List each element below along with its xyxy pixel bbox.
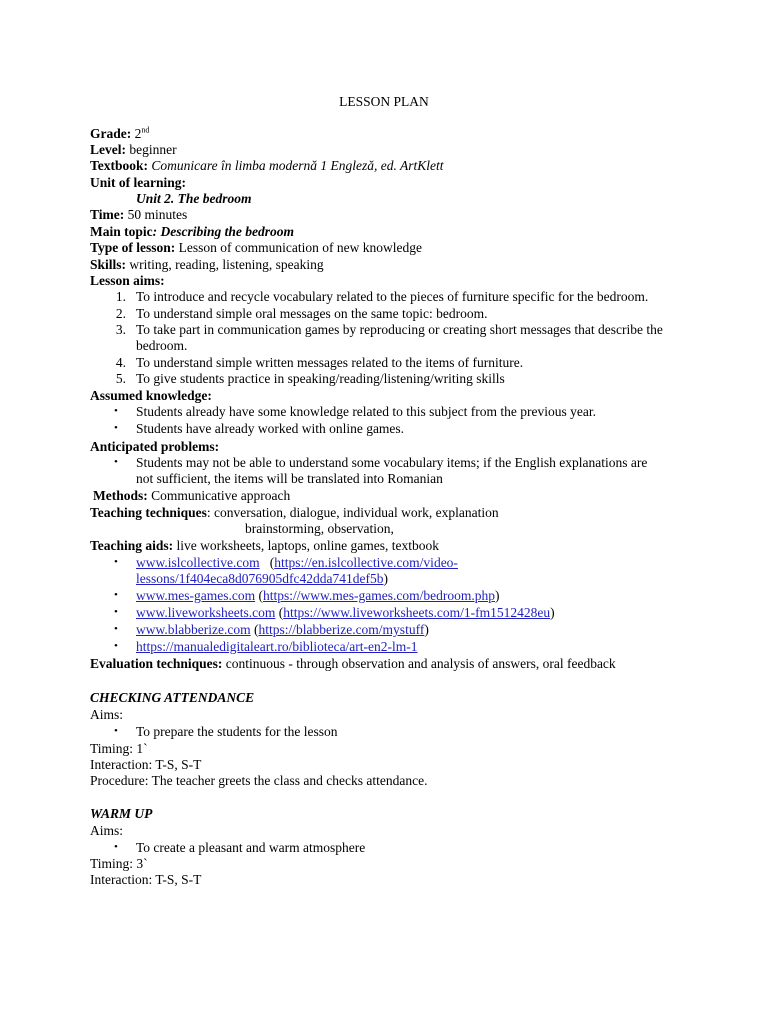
- checking-procedure: Procedure: The teacher greets the class and checks attendance.: [90, 773, 428, 788]
- checking-interaction: Interaction: T-S, S-T: [90, 757, 202, 772]
- list-item: To give students practice in speaking/reading/listening/writing skills: [136, 371, 505, 386]
- assumed-knowledge-label: Assumed knowledge:: [90, 388, 212, 403]
- bullet-icon: •: [114, 456, 118, 468]
- unit-label: Unit of learning:: [90, 175, 186, 190]
- liveworksheets-link[interactable]: www.liveworksheets.com: [136, 605, 276, 620]
- bullet-icon: •: [114, 841, 118, 853]
- list-item: To understand simple oral messages on the same topic: bedroom.: [136, 306, 488, 321]
- list-item: www.liveworksheets.com (https://www.liveworksheets.com/1-fm1512428eu): [136, 605, 555, 620]
- list-item: www.islcollective.com (https://en.islcollective.com/video-: [136, 555, 458, 570]
- list-item: To understand simple written messages related to the items of furniture.: [136, 355, 524, 370]
- bullet-icon: •: [114, 725, 118, 737]
- list-item: To introduce and recycle vocabulary related to the pieces of furniture specific for the bedroom.: [136, 289, 649, 304]
- bullet-icon: •: [114, 606, 118, 618]
- islcollective-video-link[interactable]: https://en.islcollective.com/video-: [274, 555, 458, 570]
- section-heading-warm-up: WARM UP: [90, 806, 153, 821]
- textbook-line: Textbook: Comunicare în limba modernă 1 Engleză, ed. ArtKlett: [90, 158, 444, 173]
- islcollective-video-link-continuation[interactable]: lessons/1f404eca8d076905dfc42dda741def5b: [136, 571, 384, 586]
- bullet-icon: •: [114, 623, 118, 635]
- warmup-aims-label: Aims:: [90, 823, 124, 838]
- grade-line: Grade: 2nd: [90, 125, 150, 141]
- list-item: Students have already worked with online games.: [136, 421, 405, 436]
- methods-line: Methods: Communicative approach: [93, 488, 291, 503]
- mes-games-bedroom-link[interactable]: https://www.mes-games.com/bedroom.php: [262, 588, 495, 603]
- islcollective-link[interactable]: www.islcollective.com: [136, 555, 260, 570]
- list-item-continuation: not sufficient, the items will be translated into Romanian: [136, 471, 443, 486]
- bullet-icon: •: [114, 640, 118, 652]
- document-page: LESSON PLAN Grade: 2nd Level: beginner Textbook: Comunicare în limba modernă 1 Engleză, ed. ArtKlett Unit of learning: Unit 2. The bedroom Time: 50 minutes Main topic: Describing the bedroom Type of lesson: Lesson of communication of new knowledge Skills: writing, reading, listening, speaking Lesson aims: 1. To introduce and recycle vocabulary related to the pieces of furniture specific for the bedroom. 2. To understand simple oral messages on the same topic: bedroom. 3. To take part in communication games by reproducing or creating short messages that describe the bedroom. 4. To understand simple written messages related to the items of furniture. 5. To give students practice in speaking/reading/listening/writing skills Assumed knowledge: • Students already have some knowledge related to this subject from the previous year. • Students have already worked with online games. Anticipated problems: • Students may not be able to understand some vocabulary items; if the English explanations are not sufficient, the items will be translated into Romanian Methods: Communicative approach Teaching techniques: conversation, dialogue, individual work, explanation brainstorming, observation, Teaching aids: live worksheets, laptops, online games, textbook • www.islcollective.com (https://en.islcollective.com/video- lessons/1f404eca8d076905dfc42dda741def5b) • www.mes-games.com (https://www.mes-games.com/bedroom.php) • www.liveworksheets.com (https://www.liveworksheets.com/1-fm1512428eu) • www.blabberize.com (https://blabberize.com/mystuff) • https://manualedigitaleart.ro/biblioteca/art-en2-lm-1 Evaluation techniques: continuous - through observation and analysis of answers, oral feedback CHECKING ATTENDANCE Aims: • To prepare the students for the lesson Timing: 1` Interaction: T-S, S-T Procedure: The teacher greets the class and checks attendance. WARM UP Aims: • To create a pleasant and warm atmosphere Timing: 3` Interaction: T-S, S-T: [0, 0, 768, 1024]
- list-item: To take part in communication games by reproducing or creating short messages that describe the: [136, 322, 663, 337]
- level-line: Level: beginner: [90, 142, 177, 157]
- bullet-icon: •: [114, 556, 118, 568]
- list-item: To prepare the students for the lesson: [136, 724, 338, 739]
- warmup-timing: Timing: 3`: [90, 856, 148, 871]
- list-item-continuation: lessons/1f404eca8d076905dfc42dda741def5b): [136, 571, 388, 586]
- blabberize-link[interactable]: www.blabberize.com: [136, 622, 251, 637]
- teaching-aids-line: Teaching aids: live worksheets, laptops, online games, textbook: [90, 538, 439, 553]
- warmup-interaction: Interaction: T-S, S-T: [90, 872, 202, 887]
- bullet-icon: •: [114, 422, 118, 434]
- list-item: [136, 639, 418, 655]
- bullet-icon: •: [114, 405, 118, 417]
- manualedigitale-link[interactable]: https://manualedigitaleart.ro/biblioteca/art-en2-lm-1: [136, 639, 418, 654]
- time-line: Time: 50 minutes: [90, 207, 188, 222]
- bullet-icon: •: [114, 589, 118, 601]
- lesson-aims-label: Lesson aims:: [90, 273, 165, 288]
- teaching-techniques-continuation: brainstorming, observation,: [245, 521, 394, 536]
- list-item-continuation: bedroom.: [136, 338, 188, 353]
- evaluation-techniques-line: Evaluation techniques: continuous - through observation and analysis of answers, oral feedback: [90, 656, 616, 671]
- list-item: To create a pleasant and warm atmosphere: [136, 840, 366, 855]
- main-topic-line: Main topic: Describing the bedroom: [90, 224, 294, 239]
- skills-line: Skills: writing, reading, listening, speaking: [90, 257, 324, 272]
- anticipated-problems-label: Anticipated problems:: [90, 439, 220, 454]
- list-item: www.blabberize.com (https://blabberize.com/mystuff): [136, 622, 429, 637]
- list-item: Students may not be able to understand some vocabulary items; if the English explanations are: [136, 455, 648, 470]
- checking-aims-label: Aims:: [90, 707, 124, 722]
- section-heading-checking-attendance: CHECKING ATTENDANCE: [90, 690, 255, 705]
- list-item: www.mes-games.com (https://www.mes-games.com/bedroom.php): [136, 588, 500, 603]
- unit-value: Unit 2. The bedroom: [136, 191, 252, 206]
- page-title: LESSON PLAN: [339, 94, 429, 109]
- lesson-type-line: Type of lesson: Lesson of communication of new knowledge: [90, 240, 422, 255]
- liveworksheets-worksheet-link[interactable]: https://www.liveworksheets.com/1-fm1512428eu: [283, 605, 551, 620]
- mes-games-link[interactable]: www.mes-games.com: [136, 588, 256, 603]
- list-item: Students already have some knowledge related to this subject from the previous year.: [136, 404, 596, 419]
- teaching-techniques-line: Teaching techniques: conversation, dialogue, individual work, explanation: [90, 505, 499, 520]
- blabberize-mystuff-link[interactable]: https://blabberize.com/mystuff: [258, 622, 425, 637]
- checking-timing: Timing: 1`: [90, 741, 148, 756]
